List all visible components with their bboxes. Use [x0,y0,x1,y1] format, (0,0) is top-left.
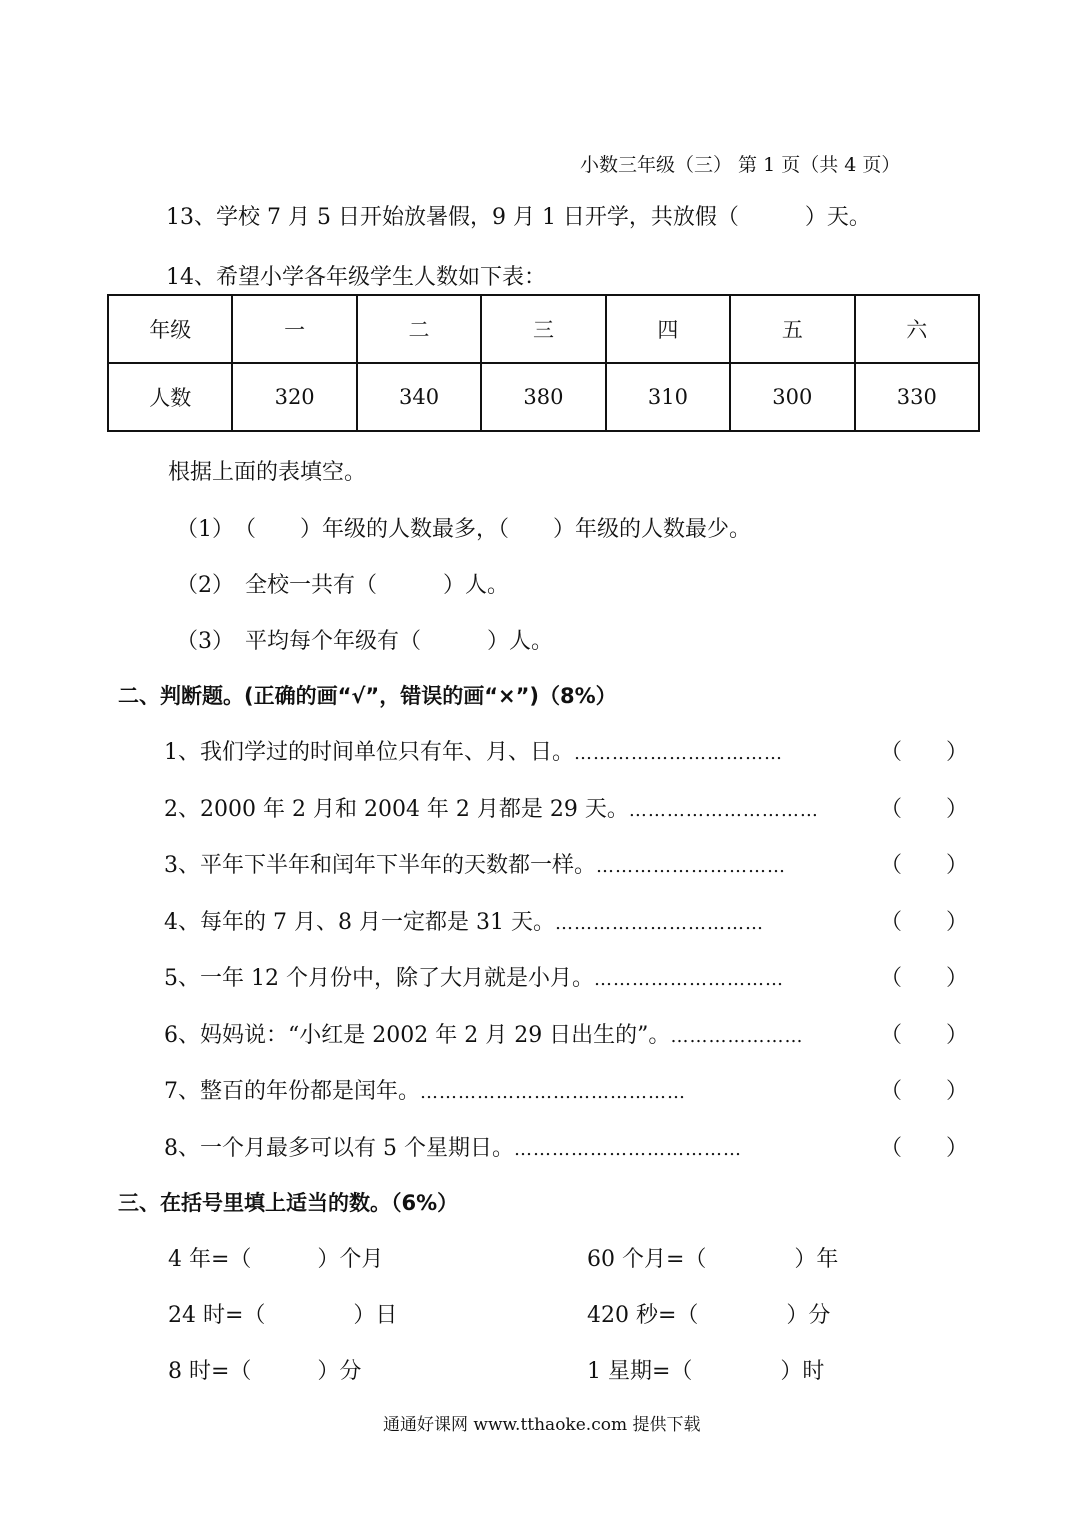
table-cell-count: 330 [855,363,979,431]
conversion-right-1: 60 个月=（ ）年 [587,1247,839,1272]
table-cell-grade: 四 [606,295,730,363]
conversion-right-2: 420 秒=（ ）分 [587,1303,831,1328]
true-false-item [164,848,786,879]
answer-blank[interactable]: （ ） [880,1135,969,1161]
table-header-count: 人数 [108,363,232,431]
answer-blank[interactable]: （ ） [880,966,969,991]
table-cell-count: 300 [730,363,854,431]
answer-blank[interactable]: （ ） [880,740,969,765]
fill-item-2: （2） 全校一共有（ ）人。 [176,573,509,598]
leader-dots: ………………………… [596,856,786,877]
true-false-item [164,905,764,936]
true-false-text: 3、平年下半年和闰年下半年的天数都一样。 [164,853,596,878]
answer-blank[interactable]: （ ） [880,1022,969,1048]
answer-blank[interactable]: （ ） [880,1079,969,1104]
table-cell-count: 320 [232,363,356,431]
table-cell-grade: 二 [357,295,481,363]
table-row [108,363,979,431]
table-header-grade: 年级 [108,295,232,363]
page-footer: 通通好课网 www.tthaoke.com 提供下载 [383,1415,701,1435]
answer-blank[interactable]: （ ） [880,853,969,878]
true-false-item [164,1131,742,1162]
answer-blank[interactable]: （ ） [880,909,969,935]
leader-dots: …………………………… [574,743,783,764]
true-false-item [164,1018,803,1049]
table-cell-grade: 一 [232,295,356,363]
fill-item-1: （1） （ ）年级的人数最多，（ ）年级的人数最少。 [176,517,751,542]
question-14: 14、希望小学各年级学生人数如下表： [166,265,546,290]
leader-dots: …………………………………… [420,1082,686,1103]
true-false-text: 4、每年的 7 月、8 月一定都是 31 天。 [164,909,555,935]
section-2-title: 二、判断题。(正确的画“√”，错误的画“×”)（8%） [118,684,617,708]
table-cell-count: 340 [357,363,481,431]
leader-dots: ………………… [670,1025,804,1047]
true-false-item [164,1074,686,1105]
true-false-text: 8、一个月最多可以有 5 个星期日。 [164,1135,514,1161]
leader-dots: ………………………… [628,799,819,821]
true-false-text: 7、整百的年份都是闰年。 [164,1079,420,1104]
leader-dots: ………………………… [593,969,784,990]
page-header: 小数三年级（三） 第 1 页（共 4 页） [580,154,901,176]
conversion-left-2: 24 时=（ ）日 [168,1303,398,1328]
table-row [108,295,979,363]
leader-dots: ……………………………… [513,1138,742,1160]
conversion-left-1: 4 年=（ ）个月 [168,1247,384,1272]
fill-intro: 根据上面的表填空。 [168,460,367,485]
true-false-text: 2、2000 年 2 月和 2004 年 2 月都是 29 天。 [164,796,629,822]
table-cell-count: 310 [606,363,730,431]
fill-item-3: （3） 平均每个年级有（ ）人。 [176,629,553,654]
true-false-text: 1、我们学过的时间单位只有年、月、日。 [164,740,574,765]
true-false-item [164,735,783,766]
true-false-text: 5、一年 12 个月份中，除了大月就是小月。 [164,966,594,991]
answer-blank[interactable]: （ ） [880,796,969,822]
true-false-text: 6、妈妈说：“小红是 2002 年 2 月 29 日出生的”。 [164,1022,671,1048]
table-cell-grade: 六 [855,295,979,363]
table-cell-grade: 三 [481,295,605,363]
leader-dots: …………………………… [554,912,764,934]
conversion-left-3: 8 时=（ ）分 [168,1359,362,1384]
table-cell-count: 380 [481,363,605,431]
conversion-right-3: 1 星期=（ ）时 [587,1359,825,1384]
section-3-title: 三、在括号里填上适当的数。（6%） [118,1191,459,1215]
table-cell-grade: 五 [730,295,854,363]
true-false-item [164,961,784,992]
true-false-item [164,792,819,823]
grade-student-table [107,294,980,432]
question-13: 13、学校 7 月 5 日开始放暑假，9 月 1 日开学，共放假（ ）天。 [166,205,871,230]
